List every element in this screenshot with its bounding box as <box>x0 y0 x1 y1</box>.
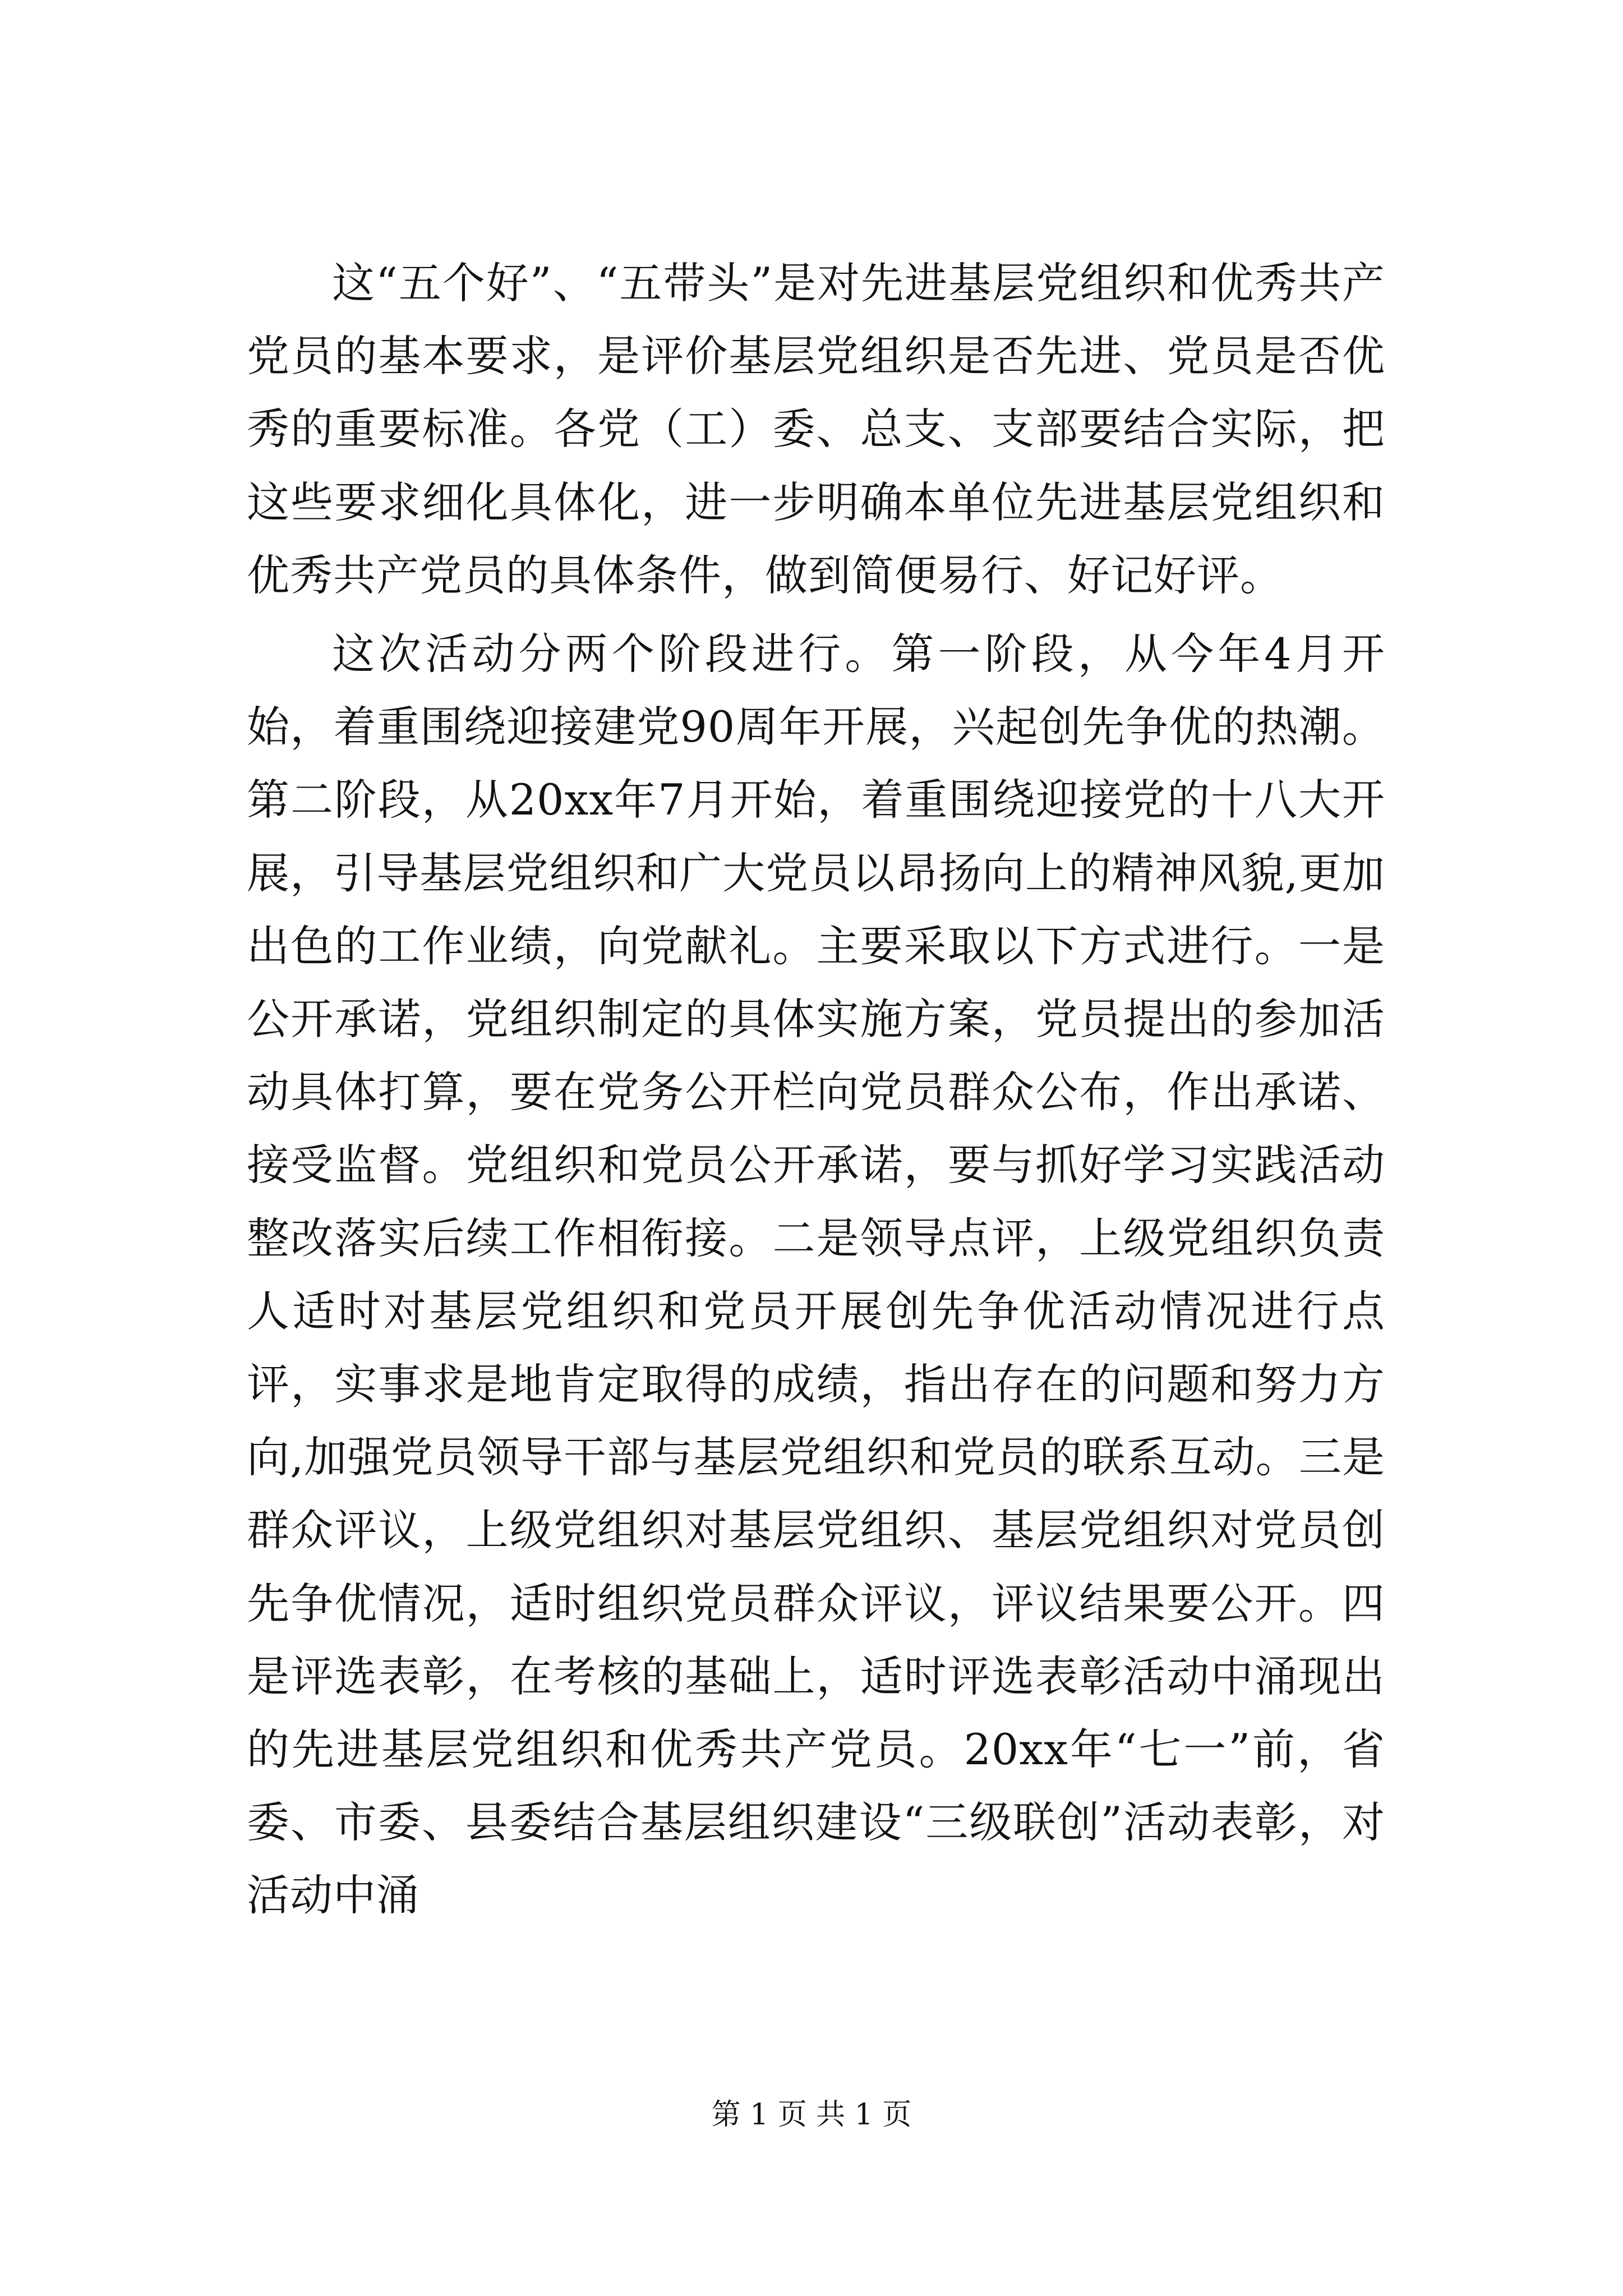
paragraph-1: 这“五个好”、“五带头”是对先进基层党组织和优秀共产党员的基本要求，是评价基层党组织是否先进、党员是否优秀的重要标准。各党（工）委、总支、支部要结合实际，把这些要求细化具体化，进一步明确本单位先进基层党组织和优秀共产党员的具体条件，做到简便易行、好记好评。 <box>247 258 1385 600</box>
page-footer: 第 1 页 共 1 页 <box>711 2098 912 2132</box>
document-body <box>247 247 1385 1932</box>
paragraph-2: 这次活动分两个阶段进行。第一阶段，从今年4月开始，着重围绕迎接建党90周年开展，兴起创先争优的热潮。第二阶段，从20xx年7月开始，着重围绕迎接党的十八大开展，引导基层党组织和广大党员以昂扬向上的精神风貌,更加出色的工作业绩，向党献礼。主要采取以下方式进行。一是公开承诺，党组织制定的具体实施方案，党员提出的参加活动具体打算，要在党务公开栏向党员群众公布，作出承诺、接受监督。党组织和党员公开承诺，要与抓好学习实践活动整改落实后续工作相衔接。二是领导点评，上级党组织负责人适时对基层党组织和党员开展创先争优活动情况进行点评，实事求是地肯定取得的成绩，指出存在的问题和努力方向,加强党员领导干部与基层党组织和党员的联系互动。三是群众评议，上级党组织对基层党组织、基层党组织对党员创先争优情况，适时组织党员群众评议，评议结果要公开。四是评选表彰，在考核的基础上，适时评选表彰活动中涌现出的先进基层党组织和优秀共产党员。20xx年“七一”前，省委、市委、县委结合基层组织建设“三级联创”活动表彰，对活动中涌 <box>247 629 1385 1921</box>
